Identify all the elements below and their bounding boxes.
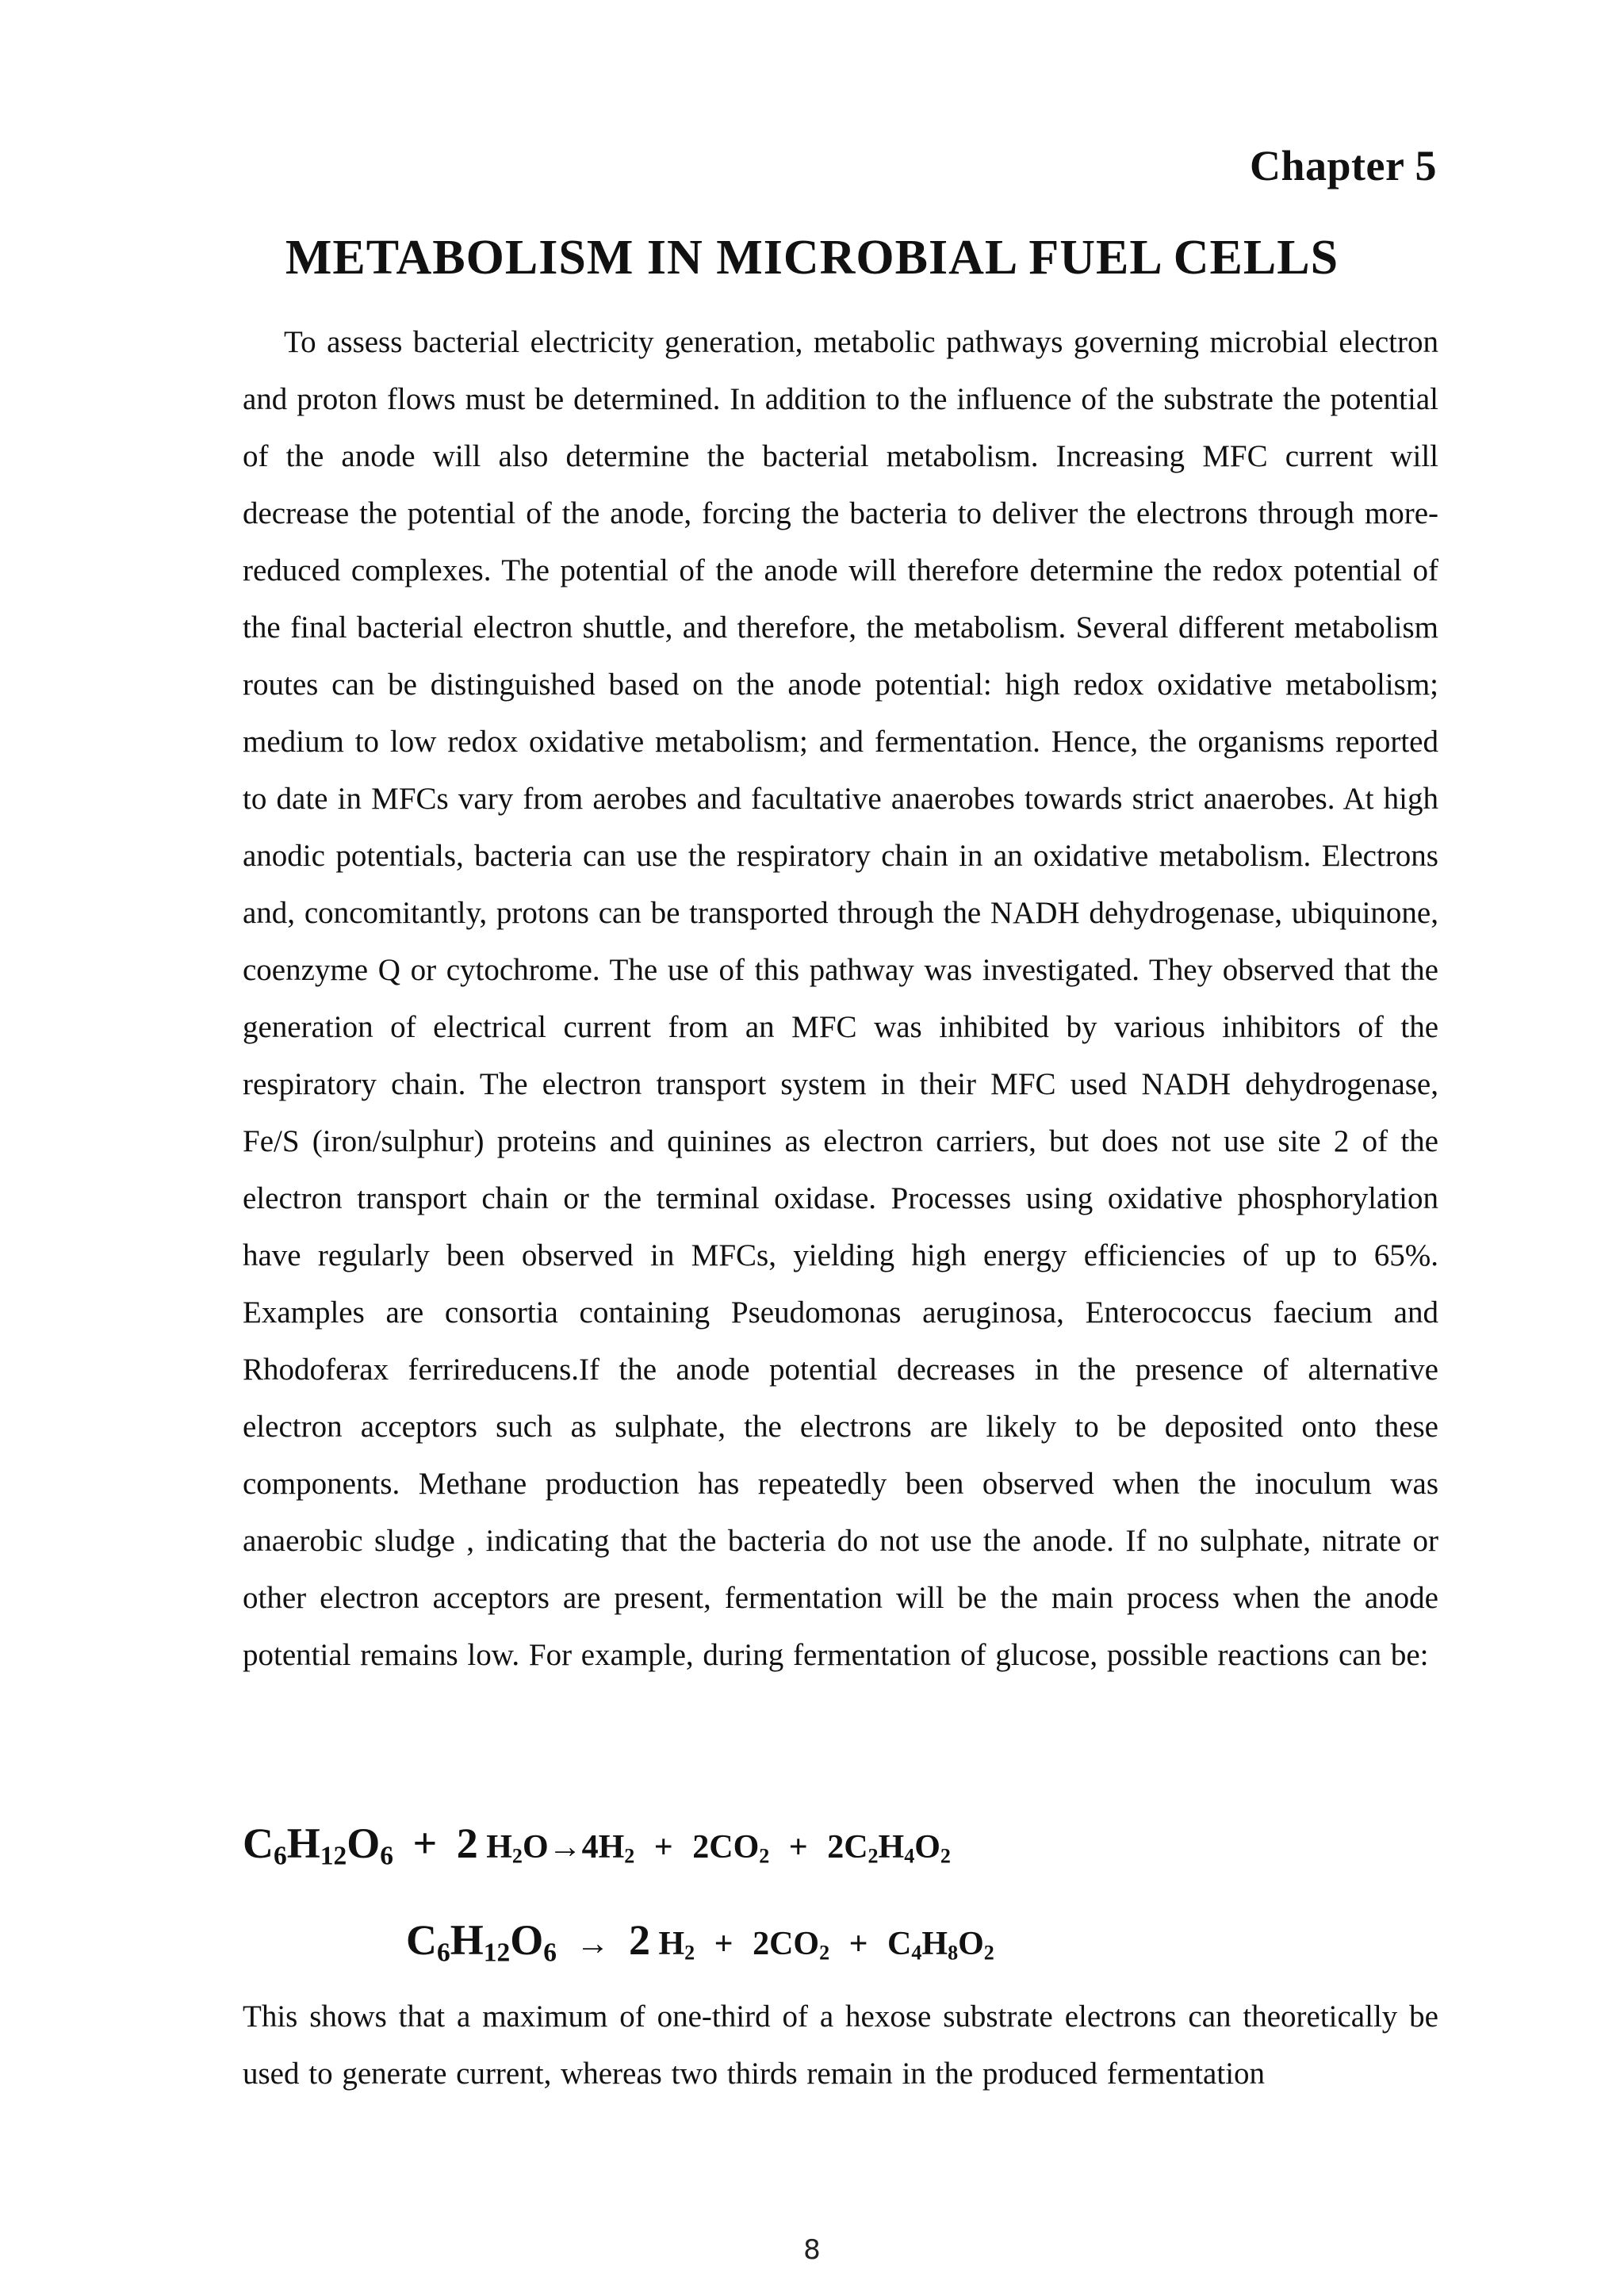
fermentation-equation-butyrate xyxy=(406,1915,994,1968)
acetate-product: $2C_2H_4O_2$ xyxy=(827,1829,951,1868)
co2-product: $2CO_2$ xyxy=(753,1926,830,1965)
fermentation-equation-acetate xyxy=(243,1819,951,1871)
chapter-label: Chapter 5 xyxy=(1249,142,1437,189)
hydrogen-product: $4H_2$ xyxy=(581,1829,635,1868)
plus-sign: + xyxy=(848,1926,868,1962)
plus-sign: + xyxy=(653,1829,673,1866)
intro-paragraph: To assess bacterial electricity generation, metabolic pathways governing microbial electron and proton flows must be determined. In addition to the influence of the substrate the potential of the anode will also determine the bacterial metabolism. Increasing MFC current will decrease the potential of the anode, forcing the bacteria to deliver the electrons through more-reduced complexes. The potential of the anode will therefore determine the redox potential of the final bacterial electron shuttle, and therefore, the metabolism. Several different metabolism routes can be distinguished based on the anode potential: high redox oxidative metabolism; medium to low redox oxidative metabolism; and fermentation. Hence, the organisms reported to date in MFCs vary from aerobes and facultative anaerobes towards strict anaerobes. At high anodic potentials, bacteria can use the respiratory chain in an oxidative metabolism. Electrons and, concomitantly, protons can be transported through the NADH dehydrogenase, ubiquinone, coenzyme Q or cytochrome. The use of this pathway was investigated. They observed that the generation of electrical current from an MFC was inhibited by various inhibitors of the respiratory chain. The electron transport system in their MFC used NADH dehydrogenase, Fe/S (iron/sulphur) proteins and quinines as electron carriers, but does not use site 2 of the electron transport chain or the terminal oxidase. Processes using oxidative phosphorylation have regularly been observed in MFCs, yielding high energy efficiencies of up to 65%. Examples are consortia containing Pseudomonas aeruginosa, Enterococcus faecium and Rhodoferax ferrireducens.If the anode potential decreases in the presence of alternative electron acceptors such as sulphate, the electrons are likely to be deposited onto these components. Methane production has repeatedly been observed when the inoculum was anaerobic sludge , indicating that the bacteria do not use the anode. If no sulphate, nitrate or other electron acceptors are present, fermentation will be the main process when the anode potential remains low. For example, during fermentation of glucose, possible reactions can be: xyxy=(243,325,1438,1672)
plus-sign: + xyxy=(412,1820,438,1867)
co2-product: $2CO_2$ xyxy=(692,1829,770,1868)
plus-sign: + xyxy=(788,1829,808,1866)
water-coefficient: 2 xyxy=(456,1820,478,1867)
glucose-formula: $C_6H_{12}O_6$ xyxy=(406,1916,557,1968)
page-number: 8 xyxy=(803,2234,821,2266)
butyrate-product: $C_4H_8O_2$ xyxy=(887,1926,994,1965)
glucose-formula: $C_6H_{12}O_6$ xyxy=(243,1820,393,1871)
plus-sign: + xyxy=(714,1926,733,1962)
reaction-arrow: → xyxy=(548,1829,582,1866)
chapter-title: METABOLISM IN MICROBIAL FUEL CELLS xyxy=(285,231,1339,285)
conclusion-paragraph: This shows that a maximum of one-third of a hexose substrate electrons can theoretically be used to generate current, whereas two thirds remain in the produced fermentation xyxy=(243,1999,1438,2091)
water-formula: $H_2O$ xyxy=(486,1829,549,1868)
hydrogen-product: $H_2$ xyxy=(658,1926,695,1965)
hydrogen-coefficient: 2 xyxy=(628,1916,650,1964)
reaction-arrow: → xyxy=(576,1926,610,1962)
